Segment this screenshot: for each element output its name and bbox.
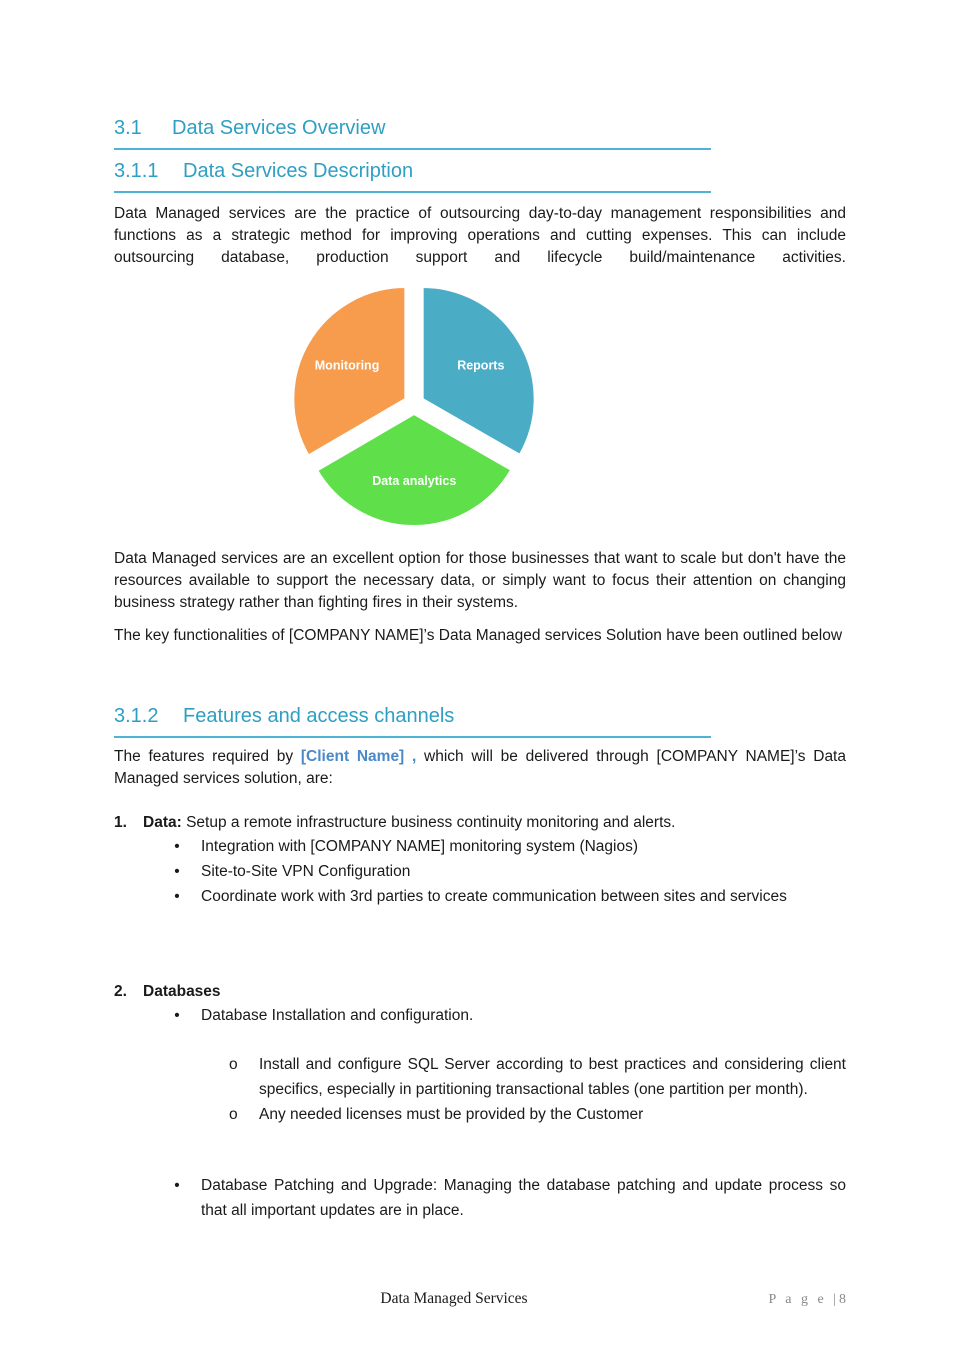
bullet-icon: •	[174, 1007, 180, 1024]
list-item-text: Coordinate work with 3rd parties to create communication between sites and services	[201, 887, 787, 905]
section-heading-3-1	[114, 114, 711, 150]
section-number: 3.1.2	[114, 705, 159, 727]
section-title: Data Services Description	[183, 160, 414, 182]
pie-label-monitoring: Monitoring	[314, 358, 380, 373]
client-name-placeholder: [Client Name] ,	[300, 748, 417, 765]
list-item-text: Any needed licenses must be provided by the Customer	[259, 1106, 644, 1123]
item-text: Setup a remote infrastructure business continuity monitoring and alerts.	[181, 814, 676, 831]
item-label: Data:	[143, 814, 182, 831]
list-item-text: Database Installation and configuration.	[201, 1007, 474, 1024]
features-intro-paragraph	[114, 746, 846, 790]
sub-list-item	[229, 1102, 846, 1127]
circle-bullet-icon: o	[229, 1056, 238, 1073]
services-pie-chart	[290, 280, 550, 530]
list-item-text: Install and configure SQL Server according to best practices and considering client specifics, especially in partitioning transactional tables (one partition per month).	[259, 1056, 846, 1098]
pie-label-data-analytics: Data analytics	[372, 474, 457, 489]
features-intro-before: The features required by	[114, 748, 301, 765]
list-item	[170, 1174, 846, 1224]
pie-label-reports: Reports	[457, 358, 505, 373]
section-title: Data Services Overview	[172, 117, 386, 139]
databases-bullet-list-1	[170, 1004, 846, 1029]
page-number: 8	[839, 1292, 846, 1307]
bullet-icon: •	[174, 862, 180, 880]
item-number: 1.	[114, 814, 127, 831]
section-number: 3.1.1	[114, 160, 159, 182]
list-item	[170, 835, 846, 860]
footer-page-number	[769, 1292, 847, 1308]
sub-list-item	[229, 1052, 846, 1102]
bullet-icon: •	[174, 1177, 180, 1194]
list-item-text: Site-to-Site VPN Configuration	[201, 862, 411, 880]
list-item	[170, 860, 846, 885]
features-intro-after: which will be delivered through [COMPANY NAME]’s Data Managed services solution, are:	[114, 748, 846, 787]
paragraph-key-functionalities: The key functionalities of [COMPANY NAME]’s Data Managed services Solution have been outlined below	[114, 627, 843, 644]
list-item-text: Integration with [COMPANY NAME] monitoring system (Nagios)	[201, 838, 639, 855]
list-item	[170, 1004, 846, 1029]
databases-bullet-list-2	[170, 1174, 846, 1224]
bullet-icon: •	[174, 838, 180, 855]
section-title: Features and access channels	[183, 705, 455, 727]
data-bullet-list	[170, 835, 846, 909]
databases-sub-list	[229, 1052, 846, 1127]
numbered-item-data	[114, 812, 846, 834]
numbered-item-databases	[114, 981, 846, 1003]
section-heading-3-1-1	[114, 157, 711, 193]
circle-bullet-icon: o	[229, 1106, 238, 1123]
footer-title: Data Managed Services	[380, 1290, 528, 1307]
list-item	[170, 885, 846, 910]
paragraph-scale: Data Managed services are an excellent option for those businesses that want to scale but don't have the resources available to support the necessary data, or simply want to focus their attention on changing business strategy rather than fighting fires in their systems.	[114, 550, 846, 611]
list-item-text: Database Patching and Upgrade: Managing the database patching and update process so that all important updates are in place.	[201, 1177, 846, 1219]
item-label: Databases	[143, 983, 221, 1000]
item-number: 2.	[114, 983, 127, 1000]
section-heading-3-1-2	[114, 702, 711, 738]
bullet-icon: •	[174, 887, 180, 905]
page-label: P a g e |	[768, 1292, 839, 1307]
intro-paragraph: Data Managed services are the practice of outsourcing day-to-day management responsibilities and functions as a strategic method for improving operations and cutting expenses. This can include outsourcing database, production support and lifecycle build/maintenance activities.	[114, 205, 846, 266]
section-number: 3.1	[114, 117, 142, 139]
